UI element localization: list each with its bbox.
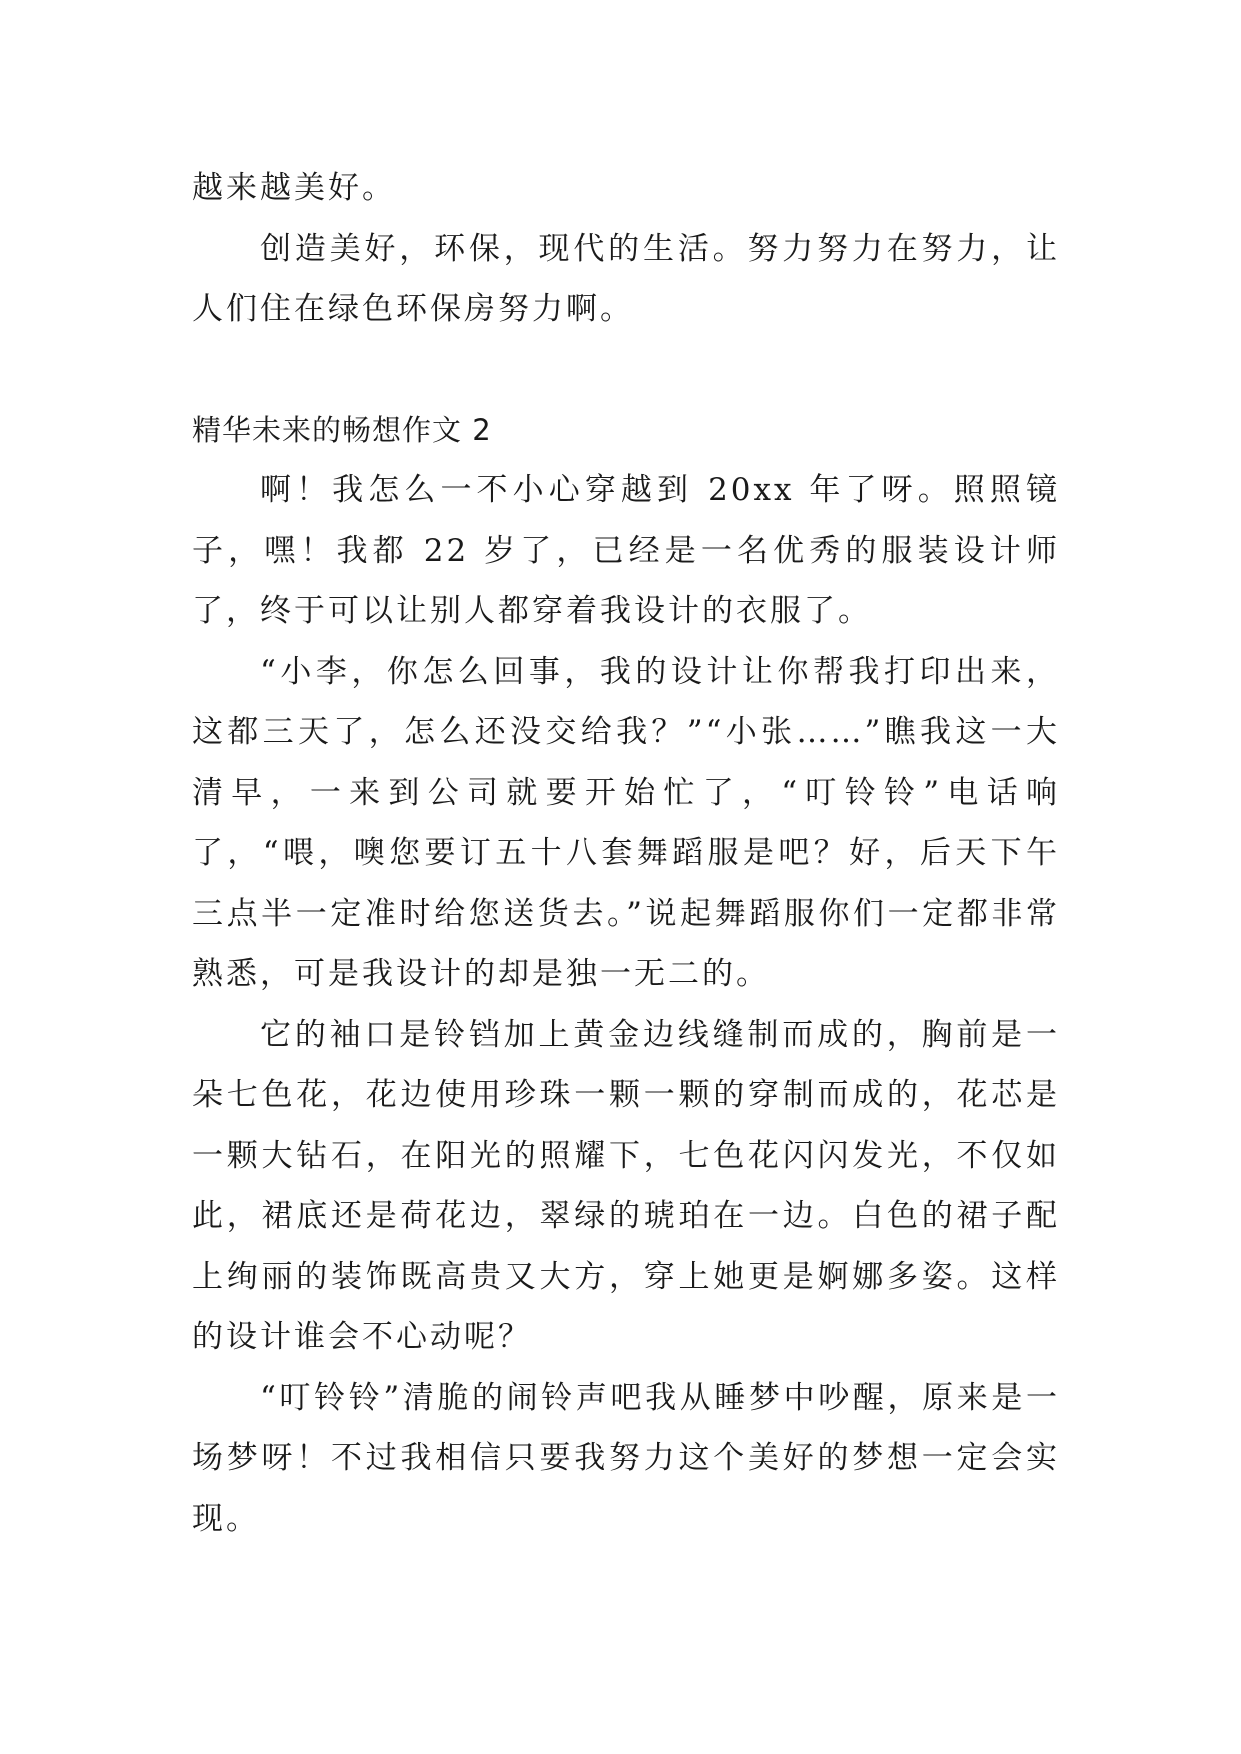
paragraph-closing: 创造美好，环保，现代的生活。努力努力在努力，让人们住在绿色环保房努力啊。: [192, 230, 1060, 327]
document-body: [192, 158, 1060, 1549]
section-gap: [192, 340, 1060, 400]
essay-title: 精华未来的畅想作文 2: [192, 412, 492, 447]
paragraph-continuation: 越来越美好。: [192, 170, 396, 206]
paragraph-office: “小李，你怎么回事，我的设计让你帮我打印出来，这都三天了，怎么还没交给我？”“小张……”瞧我这一大清早，一来到公司就要开始忙了，“叮铃铃”电话响了，“喂，噢您要订五十八套舞蹈服是吧？好，后天下午三点半一定准时给您送货去。”说起舞蹈服你们一定都非常熟悉，可是我设计的却是独一无二的。: [192, 653, 1060, 992]
paragraph-intro: 啊！我怎么一不小心穿越到 20xx 年了呀。照照镜子，嘿！我都 22 岁了，已经是一名优秀的服装设计师了，终于可以让别人都穿着我设计的衣服了。: [192, 472, 1060, 629]
paragraph-dress: 它的袖口是铃铛加上黄金边线缝制而成的，胸前是一朵七色花，花边使用珍珠一颗一颗的穿制而成的，花芯是一颗大钻石，在阳光的照耀下，七色花闪闪发光，不仅如此，裙底还是荷花边，翠绿的琥珀在一边。白色的裙子配上绚丽的装饰既高贵又大方，穿上她更是婀娜多姿。这样的设计谁会不心动呢？: [192, 1016, 1060, 1355]
paragraph-ending: “叮铃铃”清脆的闹铃声吧我从睡梦中吵醒，原来是一场梦呀！不过我相信只要我努力这个美好的梦想一定会实现。: [192, 1379, 1060, 1537]
